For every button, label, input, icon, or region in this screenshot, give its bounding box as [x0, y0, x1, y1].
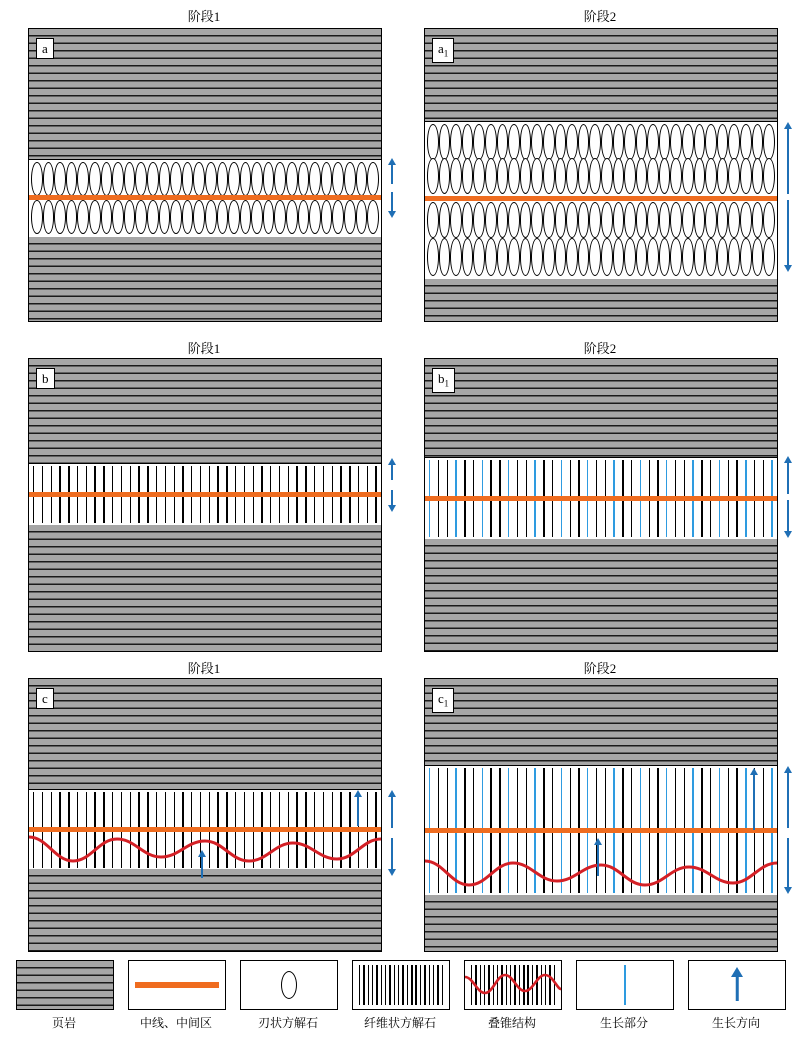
- growth-direction-arrow-a1-down: [782, 200, 794, 272]
- vein-band-b: [29, 463, 381, 527]
- fiber-row-c-upper: [29, 792, 381, 827]
- shale-bottom-c1: [425, 895, 777, 951]
- panel-c1: [424, 678, 778, 952]
- vein-band-a: [29, 159, 381, 239]
- legend-label-fiber: 纤维状方解石: [363, 1016, 436, 1030]
- growth-direction-arrow-b-down: [386, 490, 398, 512]
- growth-direction-arrow-c-up: [386, 790, 398, 828]
- legend-label-cone: 叠锥结构: [487, 1016, 536, 1030]
- legend-swatch-blade: [240, 960, 338, 1010]
- growth-direction-arrow-c1-inner: [748, 768, 760, 830]
- growth-direction-arrow-c-inner: [352, 790, 364, 826]
- panel-label-a: a: [36, 38, 54, 59]
- legend-label-blade: 刃状方解石: [257, 1016, 318, 1030]
- panel-label-c: c: [36, 688, 54, 709]
- blade-row-a1-u1: [425, 124, 777, 160]
- shale-top-b1: [425, 359, 777, 457]
- legend-swatch-cone: [464, 960, 562, 1010]
- legend-swatch-direction: [688, 960, 786, 1010]
- shale-bottom-c: [29, 869, 381, 951]
- growth-direction-arrow-a-up: [386, 158, 398, 184]
- growth-direction-arrow-a1-up: [782, 122, 794, 194]
- blade-row-a1-l2: [425, 238, 777, 276]
- legend-swatch-growth: [576, 960, 674, 1010]
- panel-label-a1: $a_1$: [432, 38, 454, 63]
- stage-title-b1: 阶段2: [583, 341, 617, 356]
- shale-top-b: [29, 359, 381, 463]
- shale-bottom-a: [29, 237, 381, 321]
- fiber-row-b1-lower: [425, 501, 777, 537]
- panel-label-c1: $c_1$: [432, 688, 454, 713]
- growth-direction-arrow-b1-down: [782, 500, 794, 538]
- panel-a: [28, 28, 382, 322]
- fiber-row-c1-upper: [425, 768, 777, 828]
- fiber-row-b1-upper: [425, 460, 777, 496]
- panel-label-b: b: [36, 368, 55, 389]
- blade-row-a1-u2: [425, 158, 777, 194]
- growth-direction-arrow-a-down: [386, 192, 398, 218]
- legend-swatch-shale: [16, 960, 114, 1010]
- blade-row-a1-l1: [425, 202, 777, 238]
- growth-direction-arrow-c1-inner-small: [592, 838, 604, 876]
- panel-b1: [424, 358, 778, 652]
- growth-direction-arrow-c-inner-small: [196, 850, 208, 878]
- shale-top-c1: [425, 679, 777, 765]
- panel-label-b1: $b_1$: [432, 368, 455, 393]
- shale-top-a: [29, 29, 381, 159]
- shale-top-a1: [425, 29, 777, 121]
- shale-bottom-b: [29, 525, 381, 651]
- stage-title-a: 阶段1: [187, 9, 221, 24]
- legend-label-midline: 中线、中间区: [139, 1016, 212, 1030]
- legend: [8, 960, 796, 1040]
- shale-bottom-b1: [425, 539, 777, 651]
- growth-direction-arrow-b-up: [386, 458, 398, 480]
- blade-row-a-lower: [29, 200, 381, 234]
- panel-a1: [424, 28, 778, 322]
- fiber-row-b-upper: [29, 466, 381, 492]
- growth-direction-arrow-b1-up: [782, 456, 794, 494]
- shale-bottom-a1: [425, 279, 777, 321]
- stage-title-c1: 阶段2: [583, 661, 617, 676]
- fiber-row-b-lower: [29, 497, 381, 523]
- legend-label-shale: 页岩: [51, 1016, 76, 1030]
- stage-title-b: 阶段1: [187, 341, 221, 356]
- vein-band-b1: [425, 457, 777, 541]
- panel-c: [28, 678, 382, 952]
- stage-title-a1: 阶段2: [583, 9, 617, 24]
- shale-top-c: [29, 679, 381, 789]
- blade-row-a-upper: [29, 162, 381, 196]
- legend-label-direction: 生长方向: [711, 1016, 760, 1030]
- stage-title-c: 阶段1: [187, 661, 221, 676]
- midline-a1: [425, 196, 777, 201]
- growth-direction-arrow-c-down: [386, 838, 398, 876]
- growth-direction-arrow-c1-down: [782, 838, 794, 894]
- panel-b: [28, 358, 382, 652]
- legend-swatch-midline: [128, 960, 226, 1010]
- growth-direction-arrow-c1-up: [782, 766, 794, 828]
- legend-swatch-fiber: [352, 960, 450, 1010]
- legend-label-growth: 生长部分: [599, 1016, 648, 1030]
- vein-band-a1: [425, 121, 777, 281]
